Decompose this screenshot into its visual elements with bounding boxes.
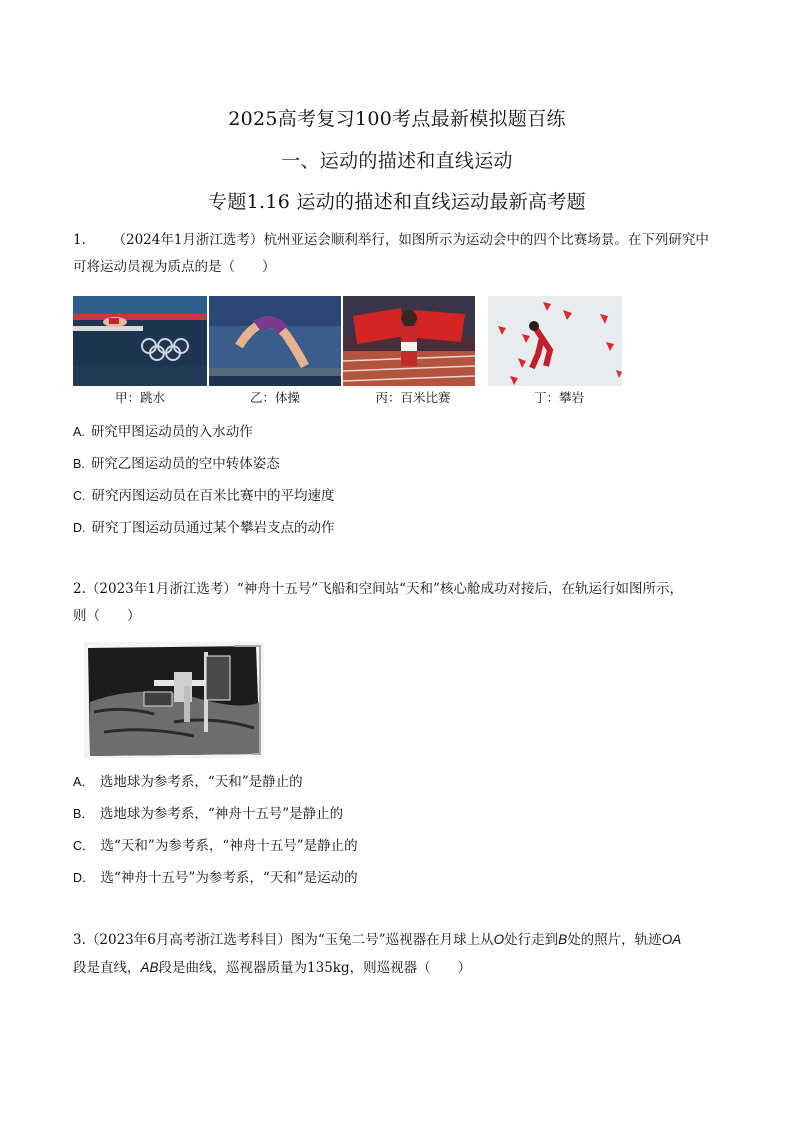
question-stem-text: 段是曲线，巡视器质量为135kg，则巡视器（ ） [158,960,472,976]
sprint-photo [343,296,475,386]
option-letter: D． [73,871,95,885]
option-letter: D. [73,521,86,535]
question-stem-line: 杭州亚运会顺利举行，如图所示为运动会中的四个比赛场景。在下列研究中 [263,232,709,248]
question-number: 1. [73,232,86,248]
option-letter: C. [73,489,86,503]
option-letter: A. [73,425,85,439]
option-letter: B． [73,807,94,821]
question-stem-text: 处行走到 [504,932,559,948]
option-text: 选地球为参考系，“天和”是静止的 [99,774,303,790]
option-text: 研究丙图运动员在百米比赛中的平均速度 [91,488,335,504]
option-d[interactable] [73,516,335,536]
variable-b: B [558,932,568,947]
question-source: （2024年1月浙江选考） [112,232,264,248]
topic-title: 专题1.16 运动的描述和直线运动最新高考题 [208,191,586,213]
option-text: 研究乙图运动员的空中转体姿态 [90,456,280,472]
question-source: （2023年6月高考浙江选考科目） [85,932,291,948]
variable-o: O [493,932,505,947]
question-number: 2. [73,581,86,597]
question-2-stem [73,576,733,630]
photo-caption: 甲：跳水 [114,390,165,405]
option-text: 选“神舟十五号”为参考系，“天和”是运动的 [100,870,358,886]
diving-photo [73,296,207,386]
option-c[interactable] [73,834,358,854]
option-letter: B. [73,457,85,471]
option-b[interactable] [73,802,343,822]
option-text: 选“天和”为参考系，“神舟十五号”是静止的 [100,838,358,854]
question-stem-line: “神舟十五号”飞船和空间站“天和”核心舱成功对接后，在轨运行如图所示， [236,581,683,597]
question-source: （2023年1月浙江选考） [85,581,237,597]
option-text: 研究甲图运动员的入水动作 [90,424,253,440]
question-stem-line: 则（ ） [73,608,141,624]
question-stem-text: 段是直线， [73,960,141,976]
variable-oa: OA [661,932,682,947]
photo-caption: 丙：百米比赛 [375,390,451,405]
option-b[interactable] [73,452,280,472]
question-stem-text: 图为“玉兔二号”巡视器在月球上从 [290,932,494,948]
question-3-stem [73,926,733,982]
gymnastics-photo [209,296,341,386]
question-stem-text: 处的照片，轨迹 [567,932,662,948]
option-a[interactable] [73,770,303,790]
photo-caption: 乙：体操 [249,390,300,405]
climbing-photo [488,296,622,386]
option-a[interactable] [73,420,253,440]
question-stem-line: 可将运动员视为质点的是（ ） [73,259,276,275]
option-c[interactable] [73,484,335,504]
option-text: 选地球为参考系，“神舟十五号”是静止的 [99,806,344,822]
option-letter: C． [73,839,95,853]
chapter-title: 一、运动的描述和直线运动 [281,150,513,172]
question-1-stem [73,227,733,281]
option-d[interactable] [73,866,358,886]
question-1-photos [73,296,633,386]
space-station-photo [84,642,264,758]
document-title: 2025高考复习100考点最新模拟题百练 [228,108,566,130]
variable-ab: AB [140,960,159,975]
option-text: 研究丁图运动员通过某个攀岩支点的动作 [91,520,335,536]
option-letter: A． [73,775,94,789]
question-number: 3. [73,932,86,948]
photo-caption: 丁：攀岩 [533,390,584,405]
